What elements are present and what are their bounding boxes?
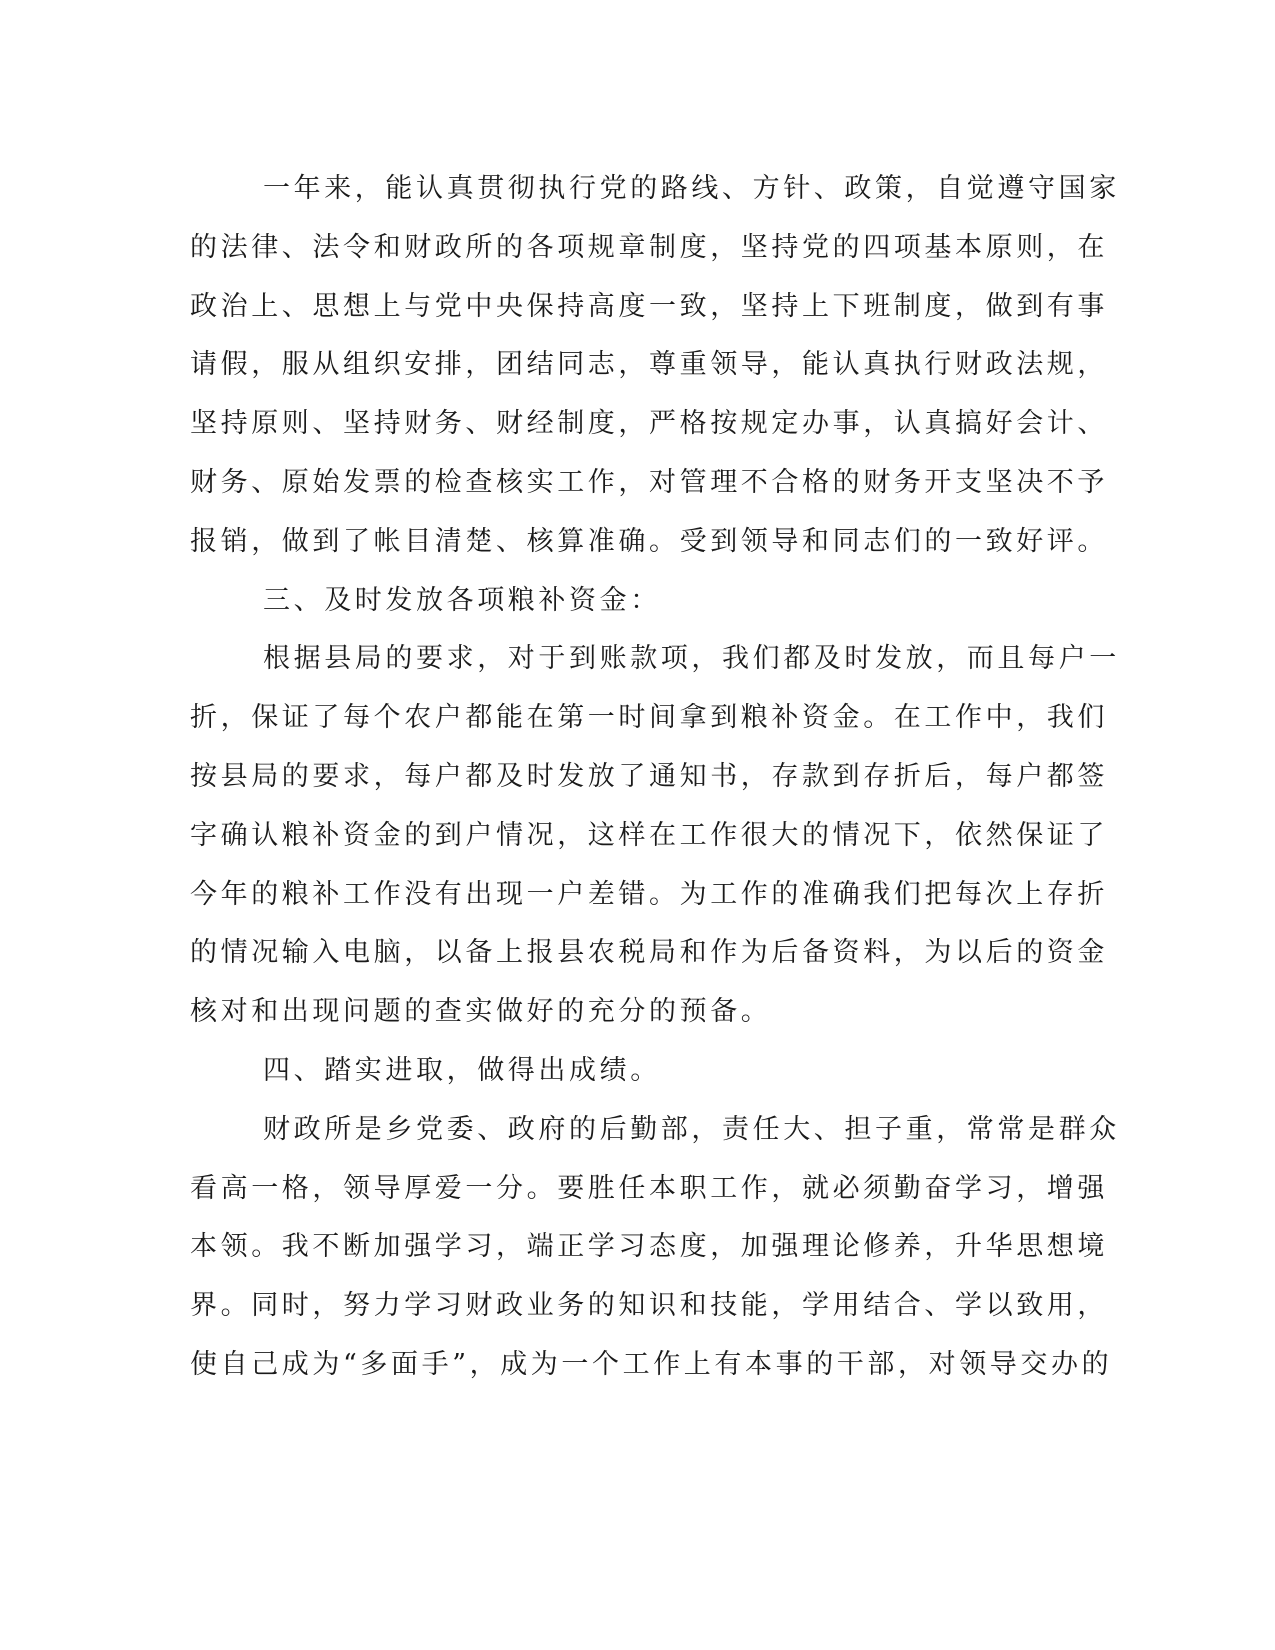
text-line: 政治上、思想上与党中央保持高度一致，坚持上下班制度，做到有事 — [190, 290, 1108, 322]
text-line: 看高一格，领导厚爱一分。要胜任本职工作，就必须勤奋学习，增强 — [190, 1172, 1108, 1204]
text-line: 财政所是乡党委、政府的后勤部，责任大、担子重，常常是群众 — [263, 1113, 1120, 1145]
text-line: 按县局的要求，每户都及时发放了通知书，存款到存折后，每户都签 — [190, 760, 1108, 792]
text-line: 使自己成为“多面手”，成为一个工作上有本事的干部，对领导交办的 — [190, 1348, 1113, 1380]
section-heading: 四、踏实进取，做得出成绩。 — [263, 1054, 661, 1086]
text-line: 本领。我不断加强学习，端正学习态度，加强理论修养，升华思想境 — [190, 1231, 1108, 1263]
text-line: 的法律、法令和财政所的各项规章制度，坚持党的四项基本原则，在 — [190, 231, 1108, 263]
section-heading: 三、及时发放各项粮补资金： — [263, 584, 661, 616]
document-body — [190, 160, 1120, 1395]
text-line: 一年来，能认真贯彻执行党的路线、方针、政策，自觉遵守国家 — [263, 173, 1120, 204]
text-line: 报销，做到了帐目清楚、核算准确。受到领导和同志们的一致好评。 — [190, 525, 1108, 557]
text-line: 坚持原则、坚持财务、财经制度，严格按规定办事，认真搞好会计、 — [190, 408, 1108, 440]
text-line: 请假，服从组织安排，团结同志，尊重领导，能认真执行财政法规， — [190, 349, 1108, 381]
text-line: 字确认粮补资金的到户情况，这样在工作很大的情况下，依然保证了 — [190, 819, 1108, 851]
text-line: 的情况输入电脑，以备上报县农税局和作为后备资料，为以后的资金 — [190, 937, 1108, 969]
text-line: 界。同时，努力学习财政业务的知识和技能，学用结合、学以致用， — [190, 1290, 1108, 1322]
text-line: 折，保证了每个农户都能在第一时间拿到粮补资金。在工作中，我们 — [190, 702, 1108, 734]
text-line: 财务、原始发票的检查核实工作，对管理不合格的财务开支坚决不予 — [190, 466, 1108, 498]
text-line: 根据县局的要求，对于到账款项，我们都及时发放，而且每户一 — [263, 643, 1120, 675]
text-line: 今年的粮补工作没有出现一户差错。为工作的准确我们把每次上存折 — [190, 878, 1108, 910]
text-line: 核对和出现问题的查实做好的充分的预备。 — [190, 996, 772, 1028]
